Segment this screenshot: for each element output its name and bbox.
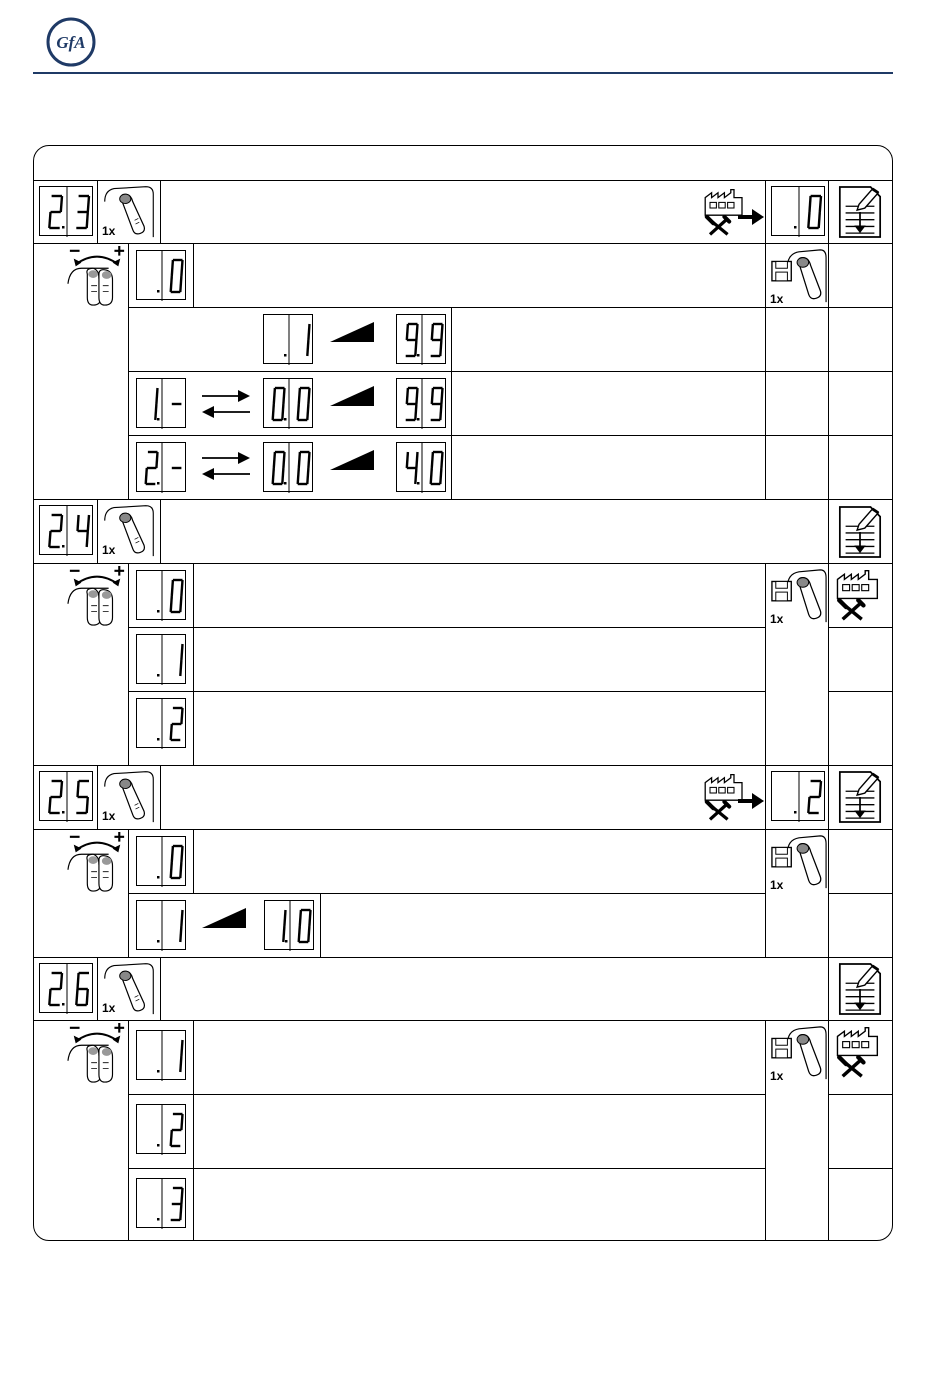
grid-line <box>451 307 452 499</box>
seven-segment-digits <box>397 443 447 493</box>
edit-note-icon <box>836 960 884 1018</box>
svg-text:GfA: GfA <box>56 33 86 52</box>
parameter-code-display <box>39 771 93 821</box>
grid-line <box>193 829 194 893</box>
option-value-display <box>136 698 186 748</box>
grid-line <box>128 307 892 308</box>
grid-line <box>828 957 829 1020</box>
range-max-display <box>396 442 446 492</box>
seven-segment-digits <box>264 379 314 429</box>
option-value-display <box>136 634 186 684</box>
range-max-display <box>396 378 446 428</box>
grid-line <box>828 563 829 765</box>
edit-note-icon <box>836 768 884 826</box>
seven-segment-digits <box>137 699 187 749</box>
grid-line <box>193 1020 194 1240</box>
grid-line <box>828 691 892 692</box>
grid-line <box>320 893 321 957</box>
grid-line <box>34 180 892 181</box>
grid-line <box>97 499 98 563</box>
seven-segment-digits <box>40 506 94 556</box>
option-value-display <box>136 900 186 950</box>
seven-segment-digits <box>137 901 187 951</box>
parameter-code-display <box>39 963 93 1013</box>
grid-line <box>128 1020 129 1240</box>
edit-note-icon <box>836 503 884 561</box>
factory-settings-icon <box>834 1023 886 1081</box>
press-count-label: 1x <box>102 543 116 557</box>
option-value-display <box>136 1178 186 1228</box>
option-value-display <box>136 378 186 428</box>
gfa-logo <box>46 17 96 67</box>
grid-line <box>34 499 892 500</box>
rotary-knob-icon <box>66 1022 128 1084</box>
grid-line <box>828 499 829 563</box>
grid-line <box>160 499 161 563</box>
grid-line <box>128 563 129 765</box>
grid-line <box>765 563 766 765</box>
option-value-display <box>136 442 186 492</box>
parameter-code-display <box>39 186 93 236</box>
grid-line <box>160 957 161 1020</box>
header-rule <box>33 72 893 74</box>
grid-line <box>765 243 766 499</box>
grid-line <box>128 435 892 436</box>
seven-segment-digits <box>40 187 94 237</box>
seven-segment-digits <box>397 379 447 429</box>
option-value-display <box>263 314 313 364</box>
factory-default-display <box>771 186 825 236</box>
edit-note-icon <box>836 183 884 241</box>
option-value-display <box>136 1030 186 1080</box>
seven-segment-digits <box>772 772 826 822</box>
grid-line <box>128 829 129 957</box>
grid-line <box>128 371 892 372</box>
rotary-knob-icon <box>66 565 128 627</box>
press-count-label: 1x <box>102 809 116 823</box>
grid-line <box>193 563 194 765</box>
press-count-label: 1x <box>102 224 116 238</box>
exchange-arrows-icon <box>200 386 252 422</box>
grid-line <box>828 1168 892 1169</box>
seven-segment-digits <box>137 571 187 621</box>
grid-line <box>97 957 98 1020</box>
seven-segment-digits <box>397 315 447 365</box>
grid-line <box>765 765 766 829</box>
seven-segment-digits <box>137 379 187 429</box>
grid-line <box>828 1020 829 1240</box>
grid-line <box>97 765 98 829</box>
grid-line <box>828 1094 892 1095</box>
press-count-label: 1x <box>770 1069 784 1083</box>
grid-line <box>128 1094 765 1095</box>
increase-ramp-icon <box>330 386 374 406</box>
rotary-knob-icon <box>66 831 128 893</box>
seven-segment-digits <box>137 1031 187 1081</box>
grid-line <box>128 691 765 692</box>
seven-segment-digits <box>40 964 94 1014</box>
seven-segment-digits <box>772 187 826 237</box>
range-max-display <box>396 314 446 364</box>
grid-line <box>128 893 765 894</box>
grid-line <box>97 180 98 243</box>
factory-settings-icon <box>834 566 886 624</box>
grid-line <box>828 893 892 894</box>
grid-line <box>193 243 194 307</box>
grid-line <box>828 627 892 628</box>
parameter-code-display <box>39 505 93 555</box>
grid-line <box>34 765 892 766</box>
seven-segment-digits <box>137 1105 187 1155</box>
increase-ramp-icon <box>202 908 246 928</box>
grid-line <box>765 180 766 243</box>
seven-segment-digits <box>40 772 94 822</box>
press-count-label: 1x <box>770 612 784 626</box>
range-min-display <box>263 378 313 428</box>
grid-line <box>34 243 892 244</box>
press-count-label: 1x <box>770 292 784 306</box>
grid-line <box>34 1020 892 1021</box>
grid-line <box>828 180 829 243</box>
press-count-label: 1x <box>770 878 784 892</box>
grid-line <box>34 829 892 830</box>
range-max-display <box>264 900 314 950</box>
grid-line <box>160 180 161 243</box>
arrow-right-icon <box>738 792 764 810</box>
increase-ramp-icon <box>330 322 374 342</box>
grid-line <box>765 1020 766 1240</box>
grid-line <box>128 627 765 628</box>
seven-segment-digits <box>137 837 187 887</box>
grid-line <box>128 243 129 499</box>
factory-default-display <box>771 771 825 821</box>
seven-segment-digits <box>264 315 314 365</box>
option-value-display <box>136 1104 186 1154</box>
grid-line <box>34 563 892 564</box>
option-value-display <box>136 836 186 886</box>
exchange-arrows-icon <box>200 448 252 484</box>
range-min-display <box>263 442 313 492</box>
grid-line <box>828 765 829 829</box>
option-value-display <box>136 570 186 620</box>
press-count-label: 1x <box>102 1001 116 1015</box>
seven-segment-digits <box>264 443 314 493</box>
rotary-knob-icon <box>66 245 128 307</box>
seven-segment-digits <box>137 443 187 493</box>
seven-segment-digits <box>265 901 315 951</box>
seven-segment-digits <box>137 635 187 685</box>
grid-line <box>160 765 161 829</box>
seven-segment-digits <box>137 251 187 301</box>
increase-ramp-icon <box>330 450 374 470</box>
grid-line <box>128 1168 765 1169</box>
seven-segment-digits <box>137 1179 187 1229</box>
grid-line <box>828 243 829 499</box>
grid-line <box>34 957 892 958</box>
arrow-right-icon <box>738 208 764 226</box>
grid-line <box>828 829 829 957</box>
option-value-display <box>136 250 186 300</box>
grid-line <box>765 829 766 957</box>
